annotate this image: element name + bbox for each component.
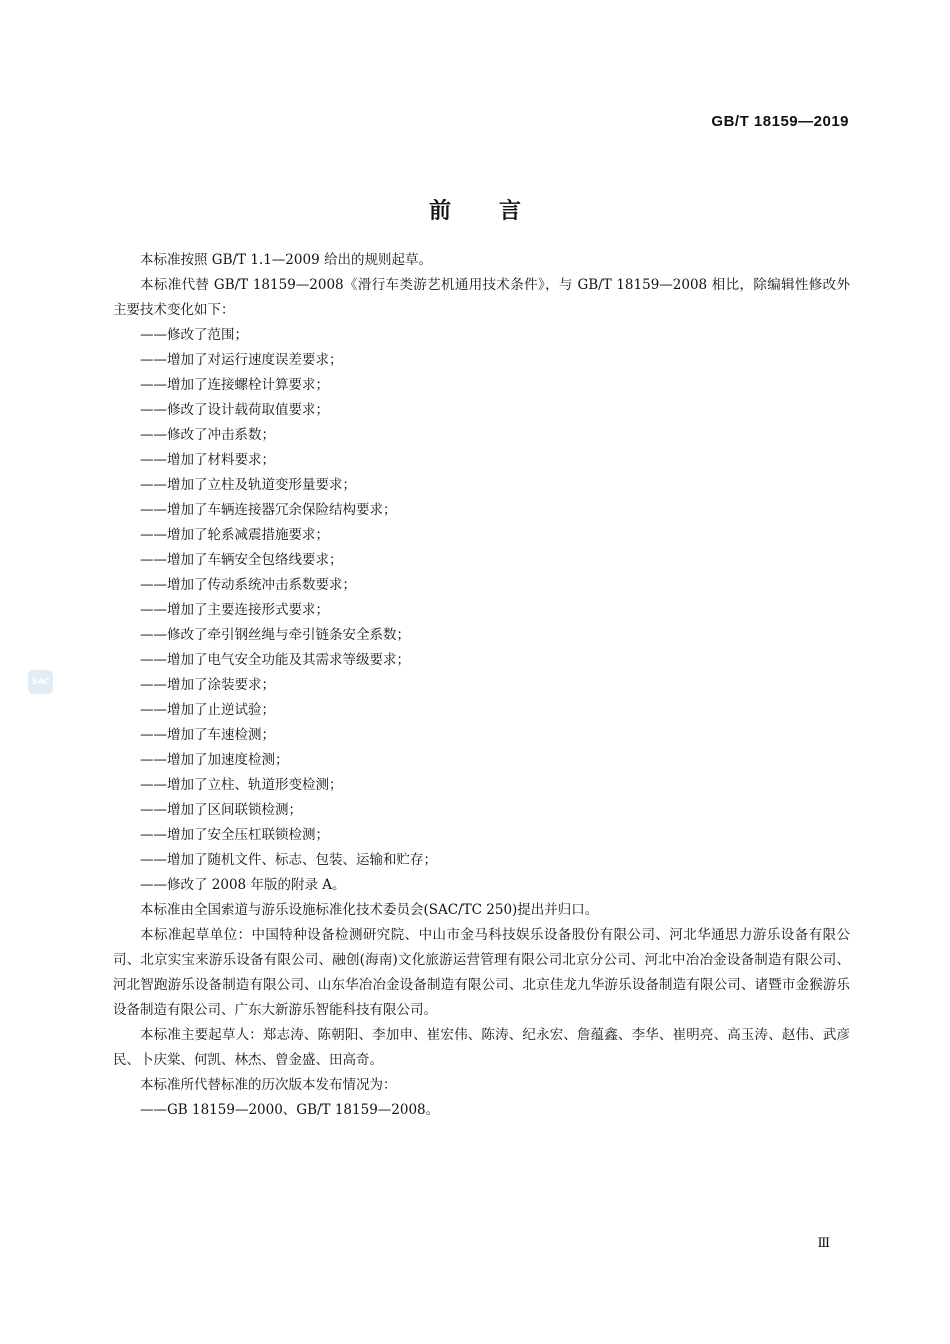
list-item: ——增加了立柱及轨道变形量要求；: [140, 477, 356, 493]
history-item: ——GB 18159—2000、GB/T 18159—2008。: [140, 1102, 440, 1118]
list-item: ——修改了 2008 年版的附录 A。: [140, 877, 346, 893]
changes-list: [113, 323, 850, 898]
list-item: ——增加了连接螺栓计算要求；: [140, 377, 329, 393]
list-item: ——增加了立柱、轨道形变检测；: [140, 777, 343, 793]
intro-paragraph: 本标准按照 GB/T 1.1—2009 给出的规则起草。: [140, 252, 432, 268]
list-item: ——增加了止逆试验；: [140, 702, 275, 718]
list-item: ——增加了车辆安全包络线要求；: [140, 552, 343, 568]
list-item: ——增加了加速度检测；: [140, 752, 289, 768]
history-paragraph: 本标准所代替标准的历次版本发布情况为：: [140, 1077, 397, 1093]
list-item: ——增加了材料要求；: [140, 452, 275, 468]
list-item: ——增加了主要连接形式要求；: [140, 602, 329, 618]
document-body: [113, 248, 850, 1123]
drafters-paragraph: 本标准主要起草人：郑志涛、陈朝阳、李加申、崔宏伟、陈涛、纪永宏、詹蕴鑫、李华、崔明亮、高玉涛、赵伟、武彦民、卜庆棠、何凯、林杰、曾金盛、田高奇。: [113, 1027, 850, 1068]
list-item: ——增加了安全压杠联锁检测；: [140, 827, 329, 843]
list-item: ——增加了电气安全功能及其需求等级要求；: [140, 652, 410, 668]
list-item: ——增加了涂装要求；: [140, 677, 275, 693]
standard-code: GB/T 18159—2019: [711, 113, 849, 130]
list-item: ——增加了轮系减震措施要求；: [140, 527, 329, 543]
list-item: ——增加了车辆连接器冗余保险结构要求；: [140, 502, 397, 518]
list-item: ——增加了对运行速度误差要求；: [140, 352, 343, 368]
list-item: ——修改了范围；: [140, 327, 248, 343]
drafting-units-paragraph: 本标准起草单位：中国特种设备检测研究院、中山市金马科技娱乐设备股份有限公司、河北华通思力游乐设备有限公司、北京实宝来游乐设备有限公司、融创(海南)文化旅游运营管理有限公司北京分公司、河北中冶冶金设备制造有限公司、河北智跑游乐设备制造有限公司、山东华冶冶金设备制造有限公司、北京佳龙九华游乐设备制造有限公司、诸暨市金猴游乐设备制造有限公司、广东大新游乐智能科技有限公司。: [113, 927, 850, 1018]
page-number: Ⅲ: [817, 1236, 830, 1251]
sac-logo-text: SAC: [31, 677, 50, 686]
list-item: ——修改了牵引钢丝绳与牵引链条安全系数；: [140, 627, 410, 643]
list-item: ——增加了车速检测；: [140, 727, 275, 743]
list-item: ——增加了随机文件、标志、包装、运输和贮存；: [140, 852, 437, 868]
list-item: ——增加了区间联锁检测；: [140, 802, 302, 818]
page-title: 前言: [428, 199, 569, 224]
intro-paragraph: 本标准代替 GB/T 18159—2008《滑行车类游艺机通用技术条件》，与 GB/T 18159—2008 相比，除编辑性修改外主要技术变化如下：: [113, 277, 850, 318]
list-item: ——修改了冲击系数；: [140, 427, 275, 443]
list-item: ——修改了设计载荷取值要求；: [140, 402, 329, 418]
sac-watermark-logo: [28, 670, 53, 694]
list-item: ——增加了传动系统冲击系数要求；: [140, 577, 356, 593]
committee-paragraph: 本标准由全国索道与游乐设施标准化技术委员会(SAC/TC 250)提出并归口。: [140, 902, 599, 918]
